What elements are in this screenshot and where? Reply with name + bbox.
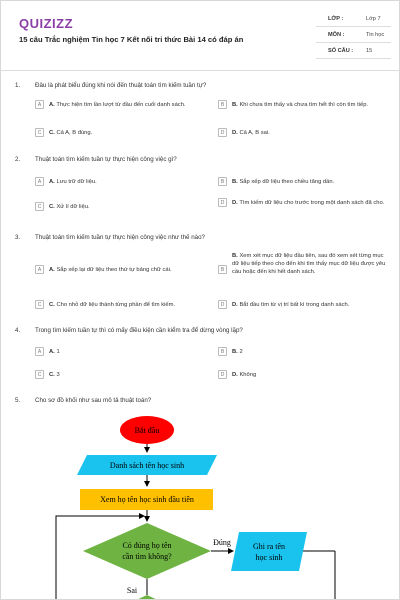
option-letter: B xyxy=(218,177,227,186)
quizizz-logo: QUIZIZZ xyxy=(19,16,74,31)
option-letter: C xyxy=(35,128,44,137)
worksheet-header xyxy=(1,1,400,71)
question-text: Thuật toán tìm kiếm tuần tự thực hiện công việc gì? xyxy=(35,156,177,163)
flowchart-output-label: học sinh xyxy=(255,553,283,562)
flowchart-decision-node xyxy=(83,523,211,579)
question-text: Đâu là phát biểu đúng khi nói đến thuật toán tìm kiếm tuần tự? xyxy=(35,82,207,89)
option-text: A. Thực hiện tìm lần lượt từ đầu đến cuối danh sách. xyxy=(49,102,186,108)
option-text: D. Cả A, B sai. xyxy=(232,130,270,136)
option-letter: A xyxy=(35,347,44,356)
option-text: A. Lưu trữ dữ liệu. xyxy=(49,179,97,185)
question-number: 2. xyxy=(15,156,21,163)
page-title: 15 câu Trắc nghiệm Tin học 7 Kết nối tri thức Bài 14 có đáp án xyxy=(19,35,244,44)
option-text: B. Xem xét mục dữ liệu đầu tiên, sau đó xem xét từng mục dữ liệu tiếp theo cho đến khi tìm thấy mục dữ liệu được yêu cầu hoặc đến khi hết danh sách. xyxy=(232,253,386,275)
meta-key: LỚP : xyxy=(328,16,344,22)
flowchart-process-label: Xem họ tên học sinh đầu tiên xyxy=(100,495,194,504)
option-text: C. Cho nhỏ dữ liệu thành từng phần để tìm kiếm. xyxy=(49,302,176,308)
option-letter: A xyxy=(35,100,44,109)
question-number: 4. xyxy=(15,327,21,334)
flowchart-input-label: Danh sách tên học sinh xyxy=(109,461,185,470)
option-letter: B xyxy=(218,347,227,356)
flowchart-start-label: Bắt đầu xyxy=(134,426,160,435)
meta-row-class xyxy=(316,11,391,27)
meta-key: MÔN : xyxy=(328,32,345,38)
option-text: C. Xử lí dữ liệu. xyxy=(49,204,90,210)
option-text: C. Cả A, B đúng. xyxy=(49,130,93,136)
meta-key: SỐ CÂU : xyxy=(328,48,354,54)
flowchart-output-node xyxy=(231,532,307,571)
meta-value: 15 xyxy=(366,48,373,54)
option-letter: C xyxy=(35,300,44,309)
flowchart-next-node xyxy=(117,595,177,600)
meta-value: Tin học xyxy=(366,32,385,38)
option-letter: C xyxy=(35,202,44,211)
option-letter: A xyxy=(35,177,44,186)
flowchart-no-label: Sai xyxy=(126,586,138,595)
option-text: B. 2 xyxy=(232,349,243,355)
option-text: D. Bắt đầu tìm từ vị trí bất kì trong danh sách. xyxy=(232,302,350,308)
flowchart-decision-label: cần tìm không? xyxy=(122,552,172,561)
option-text: B. Khi chưa tìm thấy và chưa tìm hết thì còn tìm tiếp. xyxy=(232,102,369,108)
meta-row-subject xyxy=(316,27,391,43)
option-letter: D xyxy=(218,300,227,309)
question-number: 5. xyxy=(15,397,21,404)
question-text: Cho sơ đồ khối như sau mô tả thuật toán? xyxy=(35,397,152,404)
question-text: Trong tìm kiếm tuần tự thì có mấy điều kiện cần kiểm tra để dừng vòng lặp? xyxy=(35,327,243,334)
option-text: A. 1 xyxy=(49,349,60,355)
option-letter: A xyxy=(35,265,44,274)
meta-value: Lớp 7 xyxy=(366,16,381,22)
flowchart xyxy=(1,409,400,600)
option-letter: D xyxy=(218,370,227,379)
option-text: A. Sắp xếp lại dữ liệu theo thứ tự bảng chữ cái. xyxy=(49,267,172,273)
flowchart-yes-label: Đúng xyxy=(213,538,231,547)
option-text: C. 3 xyxy=(49,372,60,378)
option-text: D. Tìm kiếm dữ liệu cho trước trong một danh sách đã cho. xyxy=(232,200,385,206)
meta-table xyxy=(316,11,391,59)
option-text: D. Không xyxy=(232,372,257,378)
question-text: Thuật toán tìm kiếm tuần tự thực hiện công việc như thế nào? xyxy=(35,234,205,241)
option-letter: C xyxy=(35,370,44,379)
meta-row-count xyxy=(316,43,391,59)
question-number: 1. xyxy=(15,82,21,89)
option-letter: B xyxy=(218,100,227,109)
flowchart-output-label: Ghi ra tên xyxy=(253,542,285,551)
question-number: 3. xyxy=(15,234,21,241)
option-letter: D xyxy=(218,128,227,137)
option-letter: D xyxy=(218,198,227,207)
option-letter: B xyxy=(218,265,227,274)
option-text: B. Sắp xếp dữ liệu theo chiều tăng dần. xyxy=(232,179,335,185)
flowchart-decision-label: Có đúng họ tên xyxy=(122,541,172,550)
